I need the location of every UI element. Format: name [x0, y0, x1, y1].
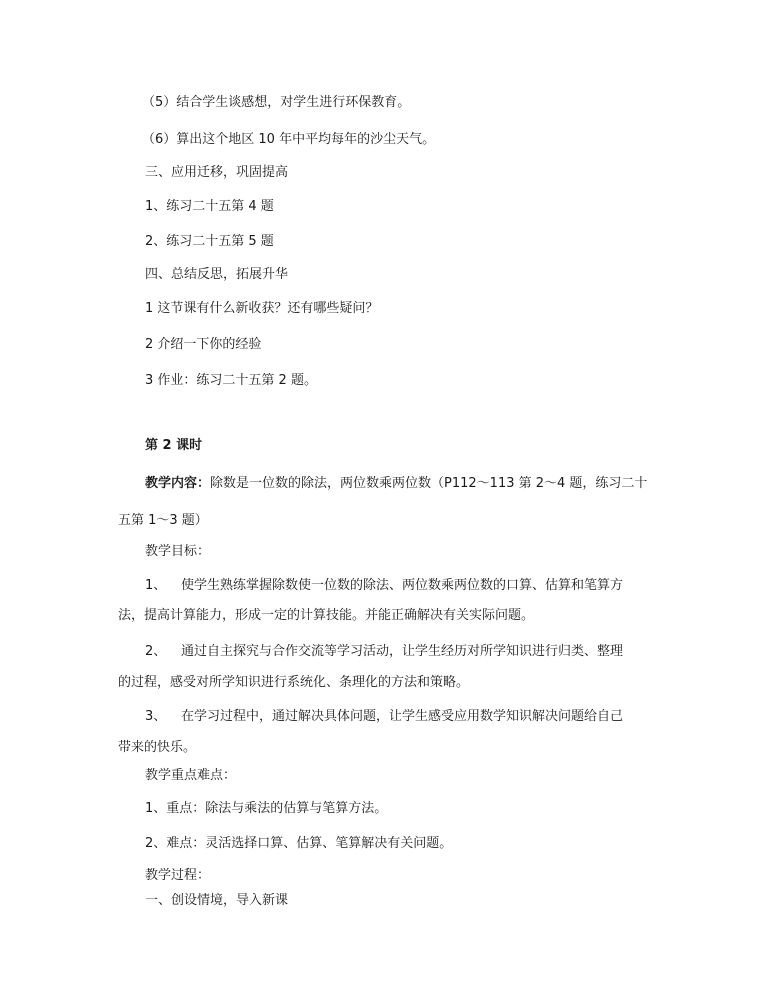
teaching-content-line [145, 476, 647, 492]
teaching-content-text: 除数是一位数的除法，两位数乘两位数（P112～113 第 2～4 题，练习二十 [210, 476, 648, 491]
paragraph-line: 1、重点：除法与乘法的估算与笔算方法。 [145, 801, 388, 816]
objective-text: 使学生熟练掌握除数使一位数的除法、两位数乘两位数的口算、估算和笔算方 [181, 578, 624, 593]
paragraph-line: 五第 1～3 题） [118, 513, 208, 528]
paragraph-line: （6）算出这个地区 10 年中平均每年的沙尘天气。 [142, 132, 436, 147]
lesson-title: 第 2 课时 [145, 438, 203, 453]
objective-text: 在学习过程中，通过解决具体问题，让学生感受应用数学知识解决问题给自己 [181, 709, 624, 724]
objective-number: 1、 [145, 578, 167, 593]
paragraph-line: 3 作业：练习二十五第 2 题。 [145, 373, 317, 388]
objective-item [145, 709, 623, 725]
paragraph-line: 1、练习二十五第 4 题 [145, 199, 274, 214]
section-heading: 教学重点难点： [145, 768, 237, 783]
objective-number: 2、 [145, 644, 167, 659]
section-heading: 教学过程： [145, 868, 211, 883]
paragraph-line: 带来的快乐。 [118, 740, 197, 755]
section-heading: 教学目标： [145, 544, 211, 559]
teaching-content-label: 教学内容： [145, 476, 211, 491]
objective-item [145, 644, 623, 660]
objective-text: 通过自主探究与合作交流等学习活动，让学生经历对所学知识进行归类、整理 [181, 644, 624, 659]
paragraph-line: （5）结合学生谈感想，对学生进行环保教育。 [142, 95, 411, 110]
section-heading: 一、创设情境，导入新课 [145, 893, 289, 908]
paragraph-line: 1 这节课有什么新收获？还有哪些疑问？ [145, 301, 379, 316]
section-heading: 四、总结反思，拓展升华 [145, 267, 289, 282]
objective-number: 3、 [145, 709, 167, 724]
paragraph-line: 的过程，感受对所学知识进行系统化、条理化的方法和策略。 [118, 675, 470, 690]
objective-item [145, 578, 623, 594]
paragraph-line: 2、练习二十五第 5 题 [145, 234, 274, 249]
section-heading: 三、应用迁移，巩固提高 [145, 165, 289, 180]
paragraph-line: 2 介绍一下你的经验 [145, 337, 262, 352]
paragraph-line: 2、难点：灵活选择口算、估算、笔算解决有关问题。 [145, 836, 453, 851]
paragraph-line: 法，提高计算能力，形成一定的计算技能。并能正确解决有关实际问题。 [118, 608, 535, 623]
